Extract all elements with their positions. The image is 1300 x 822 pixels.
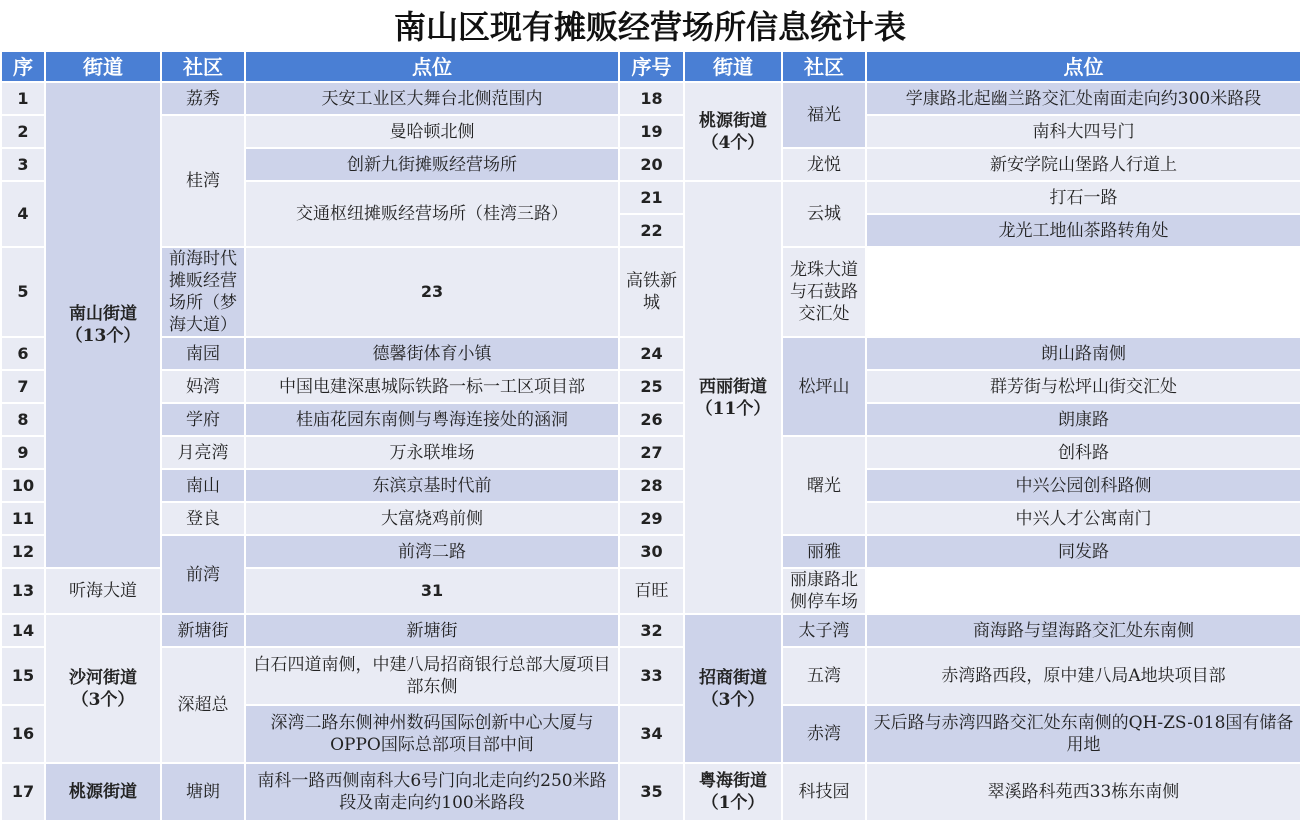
table-row — [1, 403, 1300, 436]
place-cell: 中兴公园创科路侧 — [866, 469, 1300, 502]
row-no: 9 — [1, 436, 45, 469]
place-cell: 南科大四号门 — [866, 115, 1300, 148]
row-no: 22 — [619, 214, 684, 247]
street-name: 西丽街道 — [699, 376, 767, 397]
row-no: 11 — [1, 502, 45, 535]
row-no: 28 — [619, 469, 684, 502]
place-cell: 赤湾路西段，原中建八局A地块项目部 — [866, 647, 1300, 705]
place-cell: 商海路与望海路交汇处东南侧 — [866, 614, 1300, 647]
place-cell: 新安学院山堡路人行道上 — [866, 148, 1300, 181]
place-cell: 打石一路 — [866, 181, 1300, 214]
place-cell: 同发路 — [866, 535, 1300, 568]
street-cell — [684, 82, 782, 181]
place-cell: 创新九街摊贩经营场所 — [245, 148, 619, 181]
place-cell: 桂庙花园东南侧与粤海连接处的涵洞 — [245, 403, 619, 436]
row-no: 18 — [619, 82, 684, 115]
header-no-right: 序号 — [619, 51, 684, 82]
header-street-right: 街道 — [684, 51, 782, 82]
community-cell: 荔秀 — [161, 82, 245, 115]
place-cell: 听海大道 — [45, 568, 161, 614]
street-name: 桃源街道 — [699, 110, 767, 131]
row-no: 7 — [1, 370, 45, 403]
header-community-right: 社区 — [782, 51, 866, 82]
row-no: 15 — [1, 647, 45, 705]
community-cell: 松坪山 — [782, 337, 866, 436]
street-name: 粤海街道 — [699, 771, 767, 791]
row-no: 23 — [245, 247, 619, 337]
page-title: 南山区现有摊贩经营场所信息统计表 — [393, 8, 906, 46]
table-row — [1, 502, 1300, 535]
place-cell: 中国电建深惠城际铁路一标一工区项目部 — [245, 370, 619, 403]
street-name: 南山街道 — [69, 304, 137, 324]
community-cell: 新塘街 — [161, 614, 245, 647]
place-cell: 龙光工地仙茶路转角处 — [866, 214, 1300, 247]
street-name: 招商街道 — [699, 667, 767, 688]
community-cell: 学府 — [161, 403, 245, 436]
row-no: 8 — [1, 403, 45, 436]
row-no: 30 — [619, 535, 684, 568]
street-name: 桃源街道 — [69, 782, 137, 802]
row-no: 17 — [1, 763, 45, 821]
community-cell: 龙悦 — [782, 148, 866, 181]
community-cell: 赤湾 — [782, 705, 866, 763]
row-no: 5 — [1, 247, 45, 337]
row-no: 2 — [1, 115, 45, 148]
row-no: 1 — [1, 82, 45, 115]
row-no: 24 — [619, 337, 684, 370]
place-cell: 龙珠大道与石鼓路交汇处 — [782, 247, 866, 337]
header-street: 街道 — [45, 51, 161, 82]
row-no: 27 — [619, 436, 684, 469]
table-row — [1, 763, 1300, 821]
table-row — [1, 370, 1300, 403]
street-cell — [684, 181, 782, 614]
table-row — [1, 469, 1300, 502]
street-cell — [45, 763, 161, 821]
community-cell: 云城 — [782, 181, 866, 247]
row-no: 12 — [1, 535, 45, 568]
stall-info-table — [0, 50, 1300, 822]
place-cell: 创科路 — [866, 436, 1300, 469]
place-cell: 前湾二路 — [245, 535, 619, 568]
community-cell: 南园 — [161, 337, 245, 370]
table-row — [1, 247, 1300, 337]
row-no: 14 — [1, 614, 45, 647]
place-cell: 交通枢纽摊贩经营场所（桂湾三路） — [245, 181, 619, 247]
place-cell: 朗康路 — [866, 403, 1300, 436]
row-no: 32 — [619, 614, 684, 647]
row-no: 6 — [1, 337, 45, 370]
street-count: （13个） — [65, 326, 141, 346]
street-cell — [45, 82, 161, 568]
street-count: （4个） — [701, 132, 765, 153]
row-no: 20 — [619, 148, 684, 181]
community-cell: 丽雅 — [782, 535, 866, 568]
row-no: 34 — [619, 705, 684, 763]
table-row — [1, 436, 1300, 469]
place-cell: 白石四道南侧，中建八局招商银行总部大厦项目部东侧 — [245, 647, 619, 705]
row-no: 26 — [619, 403, 684, 436]
community-cell: 太子湾 — [782, 614, 866, 647]
community-cell: 月亮湾 — [161, 436, 245, 469]
row-no: 13 — [1, 568, 45, 614]
place-cell: 学康路北起幽兰路交汇处南面走向约300米路段 — [866, 82, 1300, 115]
place-cell: 丽康路北侧停车场 — [782, 568, 866, 614]
community-cell: 五湾 — [782, 647, 866, 705]
table-row — [1, 337, 1300, 370]
row-no: 19 — [619, 115, 684, 148]
table-row — [1, 535, 1300, 568]
row-no: 29 — [619, 502, 684, 535]
header-no: 序 — [1, 51, 45, 82]
row-no: 3 — [1, 148, 45, 181]
row-no: 35 — [619, 763, 684, 821]
place-cell: 南科一路西侧南科大6号门向北走向约250米路段及南走向约100米路段 — [245, 763, 619, 821]
street-cell — [684, 614, 782, 763]
place-cell: 曼哈顿北侧 — [245, 115, 619, 148]
community-cell: 科技园 — [782, 763, 866, 821]
header-place: 点位 — [245, 51, 619, 82]
place-cell: 新塘街 — [245, 614, 619, 647]
row-no: 25 — [619, 370, 684, 403]
place-cell: 深湾二路东侧神州数码国际创新中心大厦与OPPO国际总部项目部中间 — [245, 705, 619, 763]
row-no: 10 — [1, 469, 45, 502]
community-cell: 登良 — [161, 502, 245, 535]
community-cell: 曙光 — [782, 436, 866, 535]
row-no: 33 — [619, 647, 684, 705]
place-cell: 翠溪路科苑西33栋东南侧 — [866, 763, 1300, 821]
table-row — [1, 647, 1300, 705]
community-cell: 桂湾 — [161, 115, 245, 247]
street-cell — [45, 614, 161, 763]
community-cell: 南山 — [161, 469, 245, 502]
place-cell: 万永联堆场 — [245, 436, 619, 469]
community-cell: 妈湾 — [161, 370, 245, 403]
place-cell: 朗山路南侧 — [866, 337, 1300, 370]
header-community: 社区 — [161, 51, 245, 82]
community-cell: 高铁新城 — [619, 247, 684, 337]
place-cell: 大富烧鸡前侧 — [245, 502, 619, 535]
street-count: （3个） — [71, 689, 135, 710]
place-cell: 前海时代摊贩经营场所（梦海大道） — [161, 247, 245, 337]
street-count: （11个） — [695, 398, 771, 419]
header-row — [1, 51, 1300, 82]
community-cell: 前湾 — [161, 535, 245, 614]
place-cell: 天安工业区大舞台北侧范围内 — [245, 82, 619, 115]
community-cell: 福光 — [782, 82, 866, 148]
community-cell: 深超总 — [161, 647, 245, 763]
row-no: 31 — [245, 568, 619, 614]
street-cell — [684, 763, 782, 821]
place-cell: 群芳街与松坪山街交汇处 — [866, 370, 1300, 403]
place-cell: 德馨街体育小镇 — [245, 337, 619, 370]
table-row — [1, 614, 1300, 647]
community-cell: 百旺 — [619, 568, 684, 614]
street-count: （1个） — [701, 793, 765, 813]
table-row — [1, 82, 1300, 115]
row-no: 21 — [619, 181, 684, 214]
place-cell: 东滨京基时代前 — [245, 469, 619, 502]
community-cell: 塘朗 — [161, 763, 245, 821]
place-cell: 天后路与赤湾四路交汇处东南侧的QH-ZS-018国有储备用地 — [866, 705, 1300, 763]
street-name: 沙河街道 — [69, 667, 137, 688]
street-count: （3个） — [701, 689, 765, 710]
header-place-right: 点位 — [866, 51, 1300, 82]
place-cell: 中兴人才公寓南门 — [866, 502, 1300, 535]
table-row — [1, 115, 1300, 148]
row-no: 16 — [1, 705, 45, 763]
row-no: 4 — [1, 181, 45, 247]
